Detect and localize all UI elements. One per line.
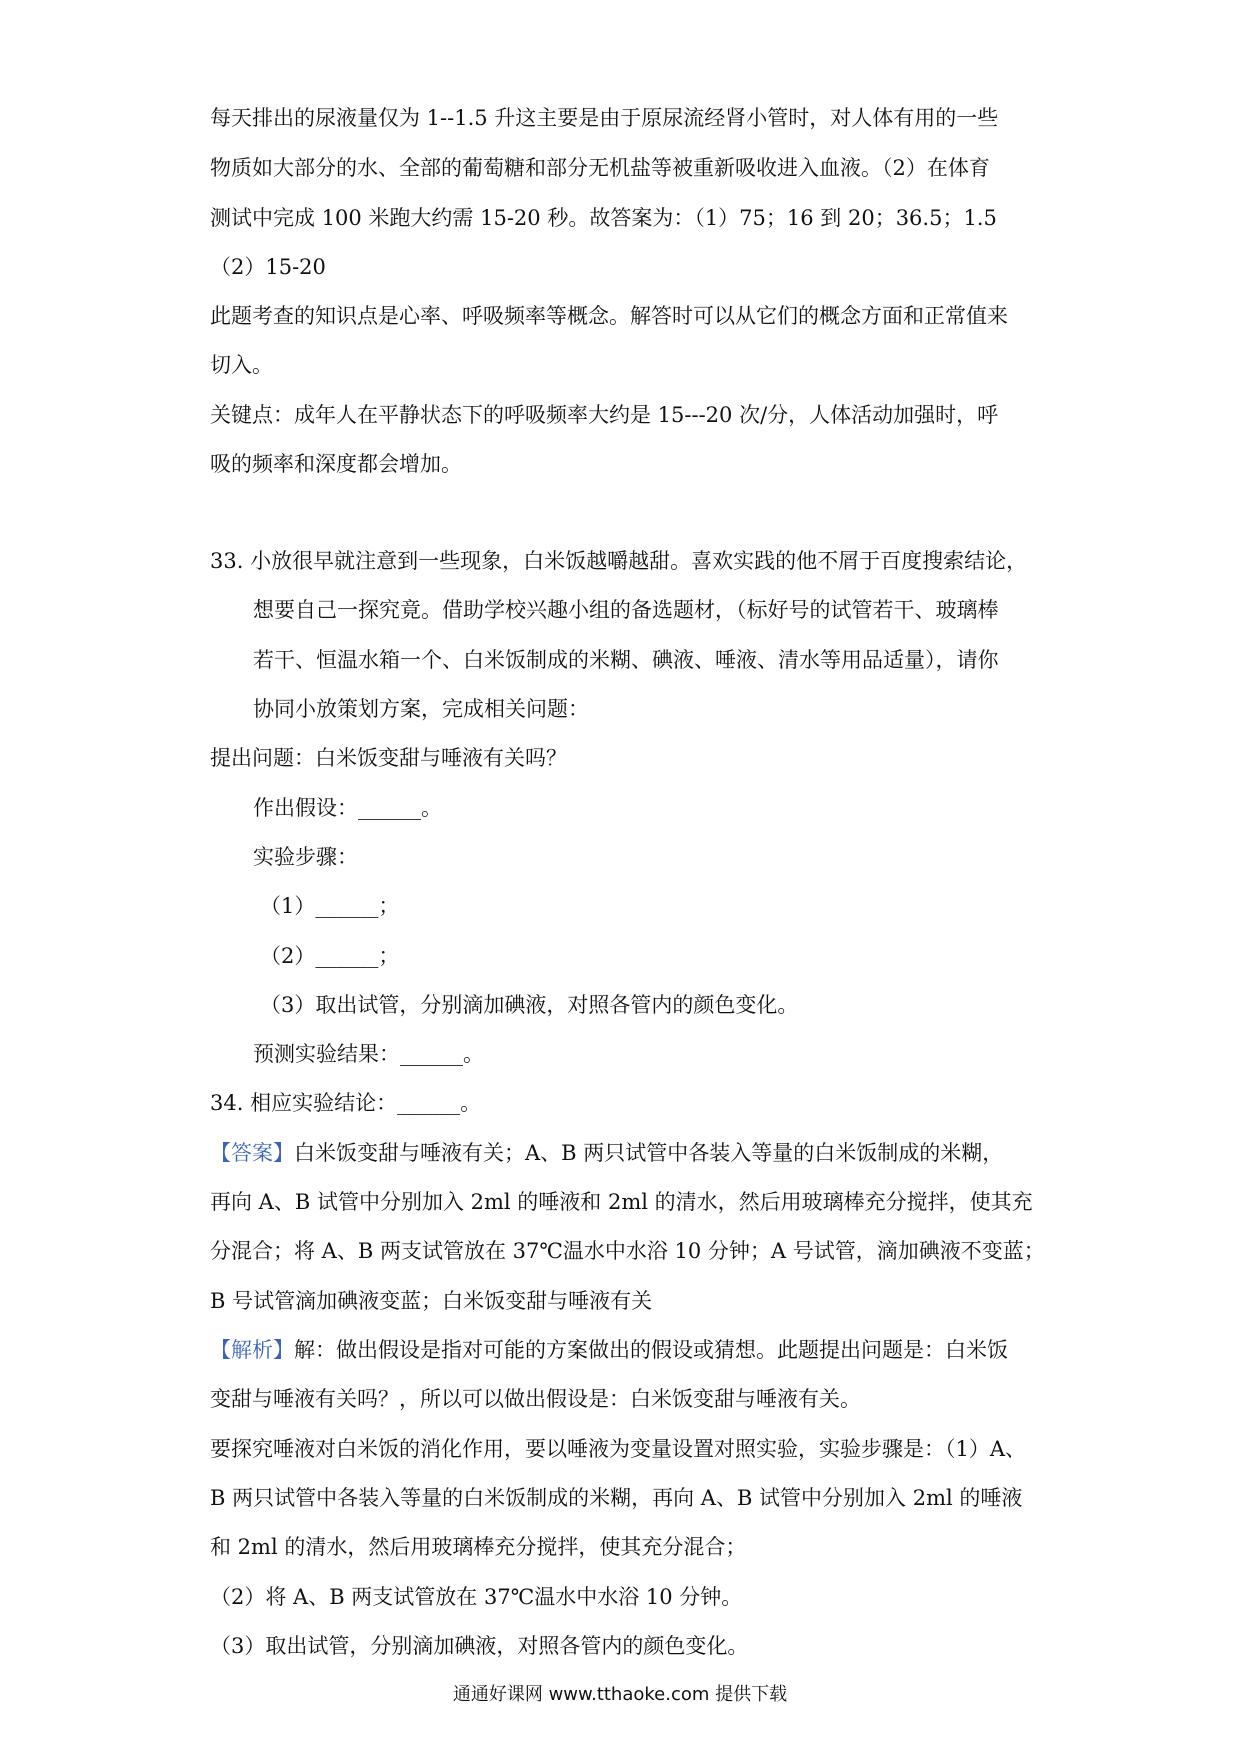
answer-label: 【答案】 [210,1141,294,1165]
text-line: （2）15-20 [210,255,326,279]
steps-title: 实验步骤： [253,845,358,869]
answer-line: B 号试管滴加碘液变蓝；白米饭变甜与唾液有关 [210,1289,653,1313]
step-3: （3）取出试管，分别滴加碘液，对照各管内的颜色变化。 [260,993,799,1017]
analysis-line: （2）将 A、B 两支试管放在 37℃温水中水浴 10 分钟。 [210,1585,743,1609]
analysis-line: 要探究唾液对白米饭的消化作用，要以唾液为变量设置对照实验，实验步骤是：（1）A、 [210,1437,1027,1461]
question-34-line: 34. 相应实验结论：______。 [210,1091,482,1115]
question-33-line: 33. 小放很早就注意到一些现象，白米饭越嚼越甜。喜欢实践的他不屑于百度搜索结论， [210,549,1028,573]
answer-text: 白米饭变甜与唾液有关；A、B 两只试管中各装入等量的白米饭制成的米糊， [294,1141,1004,1165]
question-33-line: 若干、恒温水箱一个、白米饭制成的米糊、碘液、唾液、清水等用品适量），请你 [253,648,999,672]
analysis-line: 和 2ml 的清水，然后用玻璃棒充分搅拌，使其充分混合； [210,1535,747,1559]
analysis-text: 解：做出假设是指对可能的方案做出的假设或猜想。此题提出问题是：白米饭 [294,1338,1008,1362]
analysis-line [210,1335,1008,1365]
question-33-line: 协同小放策划方案，完成相关问题： [253,697,589,721]
footer-watermark: 通通好课网 www.tthaoke.com 提供下载 [452,1684,788,1705]
text-line: 测试中完成 100 米跑大约需 15-20 秒。故答案为：（1）75；16 到 20；36.5；1.5 [210,206,997,230]
question-prompt: 提出问题：白米饭变甜与唾液有关吗？ [210,746,567,770]
analysis-line: （3）取出试管，分别滴加碘液，对照各管内的颜色变化。 [210,1634,749,1658]
text-line: 此题考查的知识点是心率、呼吸频率等概念。解答时可以从它们的概念方面和正常值来 [210,304,1008,328]
analysis-line: 变甜与唾液有关吗？，所以可以做出假设是：白米饭变甜与唾液有关。 [210,1387,861,1411]
prediction-blank: 预测实验结果：______。 [253,1042,484,1066]
text-line: 切入。 [210,353,273,377]
text-line: 关键点：成年人在平静状态下的呼吸频率大约是 15---20 次/分，人体活动加强时，呼 [210,403,999,427]
hypothesis-blank: 作出假设：______。 [253,796,442,820]
step-2-blank: （2）______； [260,944,400,968]
step-1-blank: （1）______； [260,894,400,918]
answer-line: 再向 A、B 试管中分别加入 2ml 的唾液和 2ml 的清水，然后用玻璃棒充分搅拌，使其充 [210,1190,1033,1214]
analysis-line: B 两只试管中各装入等量的白米饭制成的米糊，再向 A、B 试管中分别加入 2ml 的唾液 [210,1486,1023,1510]
answer-line: 分混合；将 A、B 两支试管放在 37℃温水中水浴 10 分钟；A 号试管，滴加碘液不变蓝； [210,1239,1045,1263]
text-line: 吸的频率和深度都会增加。 [210,452,462,476]
answer-line [210,1138,1003,1168]
question-33-line: 想要自己一探究竟。借助学校兴趣小组的备选题材，（标好号的试管若干、玻璃棒 [253,598,999,622]
analysis-label: 【解析】 [210,1338,294,1362]
text-line: 物质如大部分的水、全部的葡萄糖和部分无机盐等被重新吸收进入血液。（2）在体育 [210,156,990,180]
text-line: 每天排出的尿液量仅为 1--1.5 升这主要是由于原尿流经肾小管时，对人体有用的一些 [210,106,999,130]
